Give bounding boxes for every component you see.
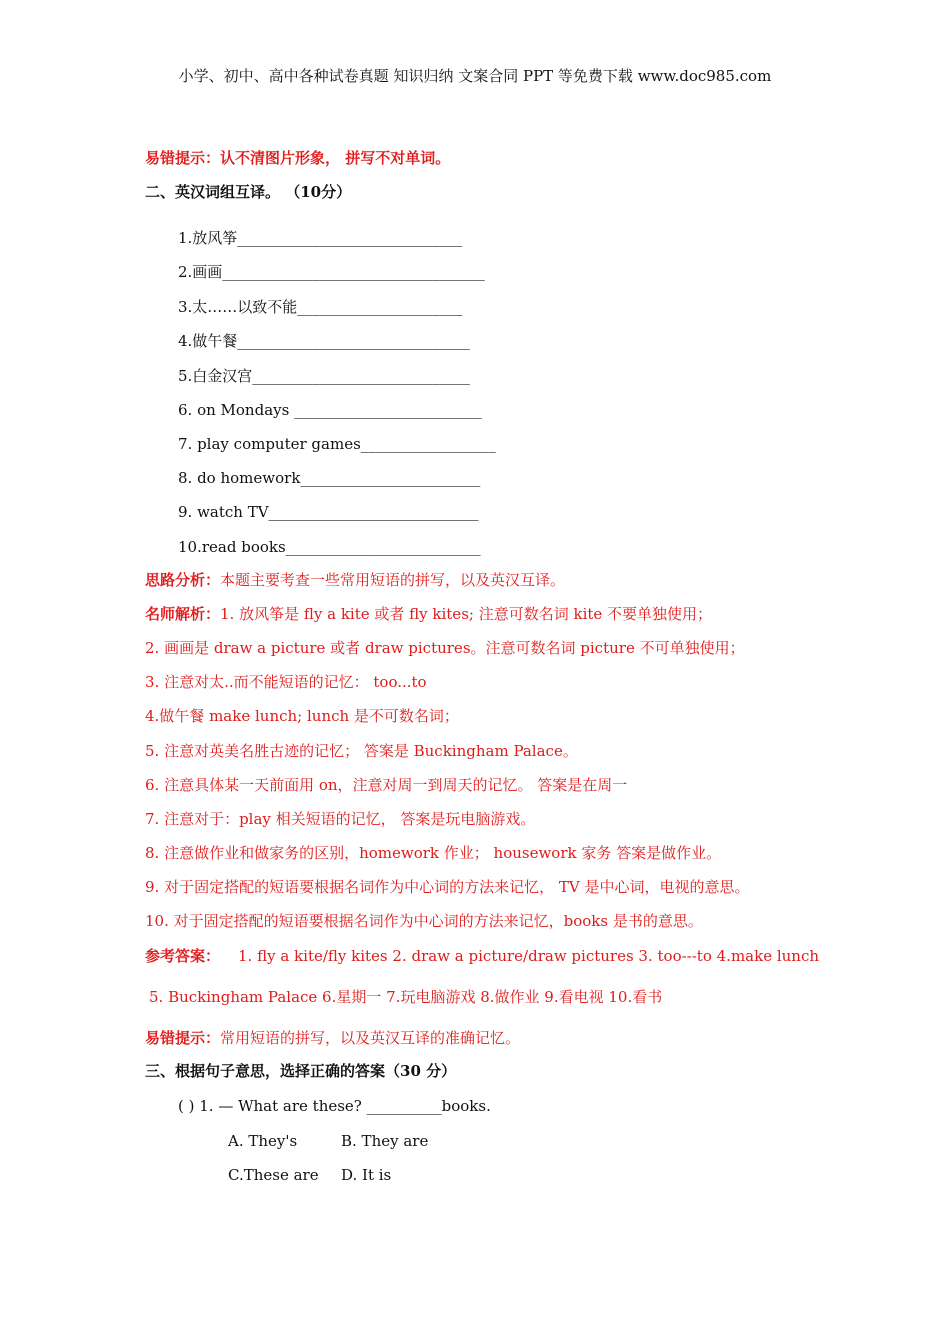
question-9: 9. watch TV____________________________ [178,503,479,521]
answers-label: 参考答案： [145,947,221,965]
error-tip-label: 易错提示： [145,149,221,167]
teacher-line-6: 6. 注意具体某一天前面用 on，注意对周一到周天的记忆。 答案是在周一 [145,776,628,794]
question-8: 8. do homework________________________ [178,469,481,487]
question-1: 1.放风筝______________________________ [178,229,463,247]
teacher-line-1: 1. 放风筝是 fly a kite 或者 fly kites; 注意可数名词 kite 不要单独使用； [220,605,713,623]
teacher-line-9: 9. 对于固定搭配的短语要根据名词作为中心词的方法来记忆， TV 是中心词，电视的意思。 [145,878,750,896]
question-5: 5.白金汉宫_____________________________ [178,367,470,385]
section-3-title: 三、根据句子意思，选择正确的答案（30 分） [145,1062,457,1080]
question-6: 6. on Mondays _________________________ [178,401,482,419]
reference-answers [145,946,819,966]
teacher-line-4: 4.做午餐 make lunch; lunch 是不可数名词； [145,707,459,725]
question-7: 7. play computer games__________________ [178,435,496,453]
teacher-line-10: 10. 对于固定搭配的短语要根据名词作为中心词的方法来记忆，books 是书的意思。 [145,912,703,930]
error-tip-text: 认不清图片形象， 拼写不对单词。 [220,149,451,167]
question-4: 4.做午餐_______________________________ [178,332,470,350]
option-d: D. It is [341,1166,392,1184]
option-b: B. They are [341,1132,429,1150]
question-3: 3.太……以致不能______________________ [178,298,463,316]
error-tip-2-label: 易错提示： [145,1029,221,1047]
analysis [145,570,565,590]
mc-question-1: ( ) 1. — What are these? __________books. [178,1097,491,1115]
page-header: 小学、初中、高中各种试卷真题 知识归纳 文案合同 PPT 等免费下载 www.doc985.com [178,67,772,85]
option-c: C.These are [228,1166,319,1184]
question-2: 2.画画___________________________________ [178,263,485,281]
teacher-line-3: 3. 注意对太..而不能短语的记忆： too...to [145,673,427,691]
teacher-explanation [145,604,712,624]
error-tip-2 [145,1028,520,1048]
option-a: A. They's [228,1132,298,1150]
error-tip-1 [145,148,450,168]
error-tip-2-text: 常用短语的拼写，以及英汉互译的准确记忆。 [220,1029,521,1047]
answers-line-1: 1. fly a kite/fly kites 2. draw a picture/draw pictures 3. too---to 4.make lunch [238,947,820,965]
answers-line-2: 5. Buckingham Palace 6.星期一 7.玩电脑游戏 8.做作业 9.看电视 10.看书 [149,988,663,1006]
teacher-line-7: 7. 注意对于：play 相关短语的记忆， 答案是玩电脑游戏。 [145,810,536,828]
analysis-text: 本题主要考查一些常用短语的拼写，以及英汉互译。 [220,571,566,589]
analysis-label: 思路分析： [145,571,221,589]
teacher-line-5: 5. 注意对英美名胜古迹的记忆； 答案是 Buckingham Palace。 [145,742,578,760]
teacher-line-2: 2. 画画是 draw a picture 或者 draw pictures。注意可数名词 picture 不可单独使用； [145,639,745,657]
question-10: 10.read books__________________________ [178,538,481,556]
teacher-line-8: 8. 注意做作业和做家务的区别，homework 作业； housework 家务 答案是做作业。 [145,844,722,862]
section-2-title: 二、英汉词组互译。 （10分） [145,183,352,201]
teacher-label: 名师解析： [145,605,221,623]
